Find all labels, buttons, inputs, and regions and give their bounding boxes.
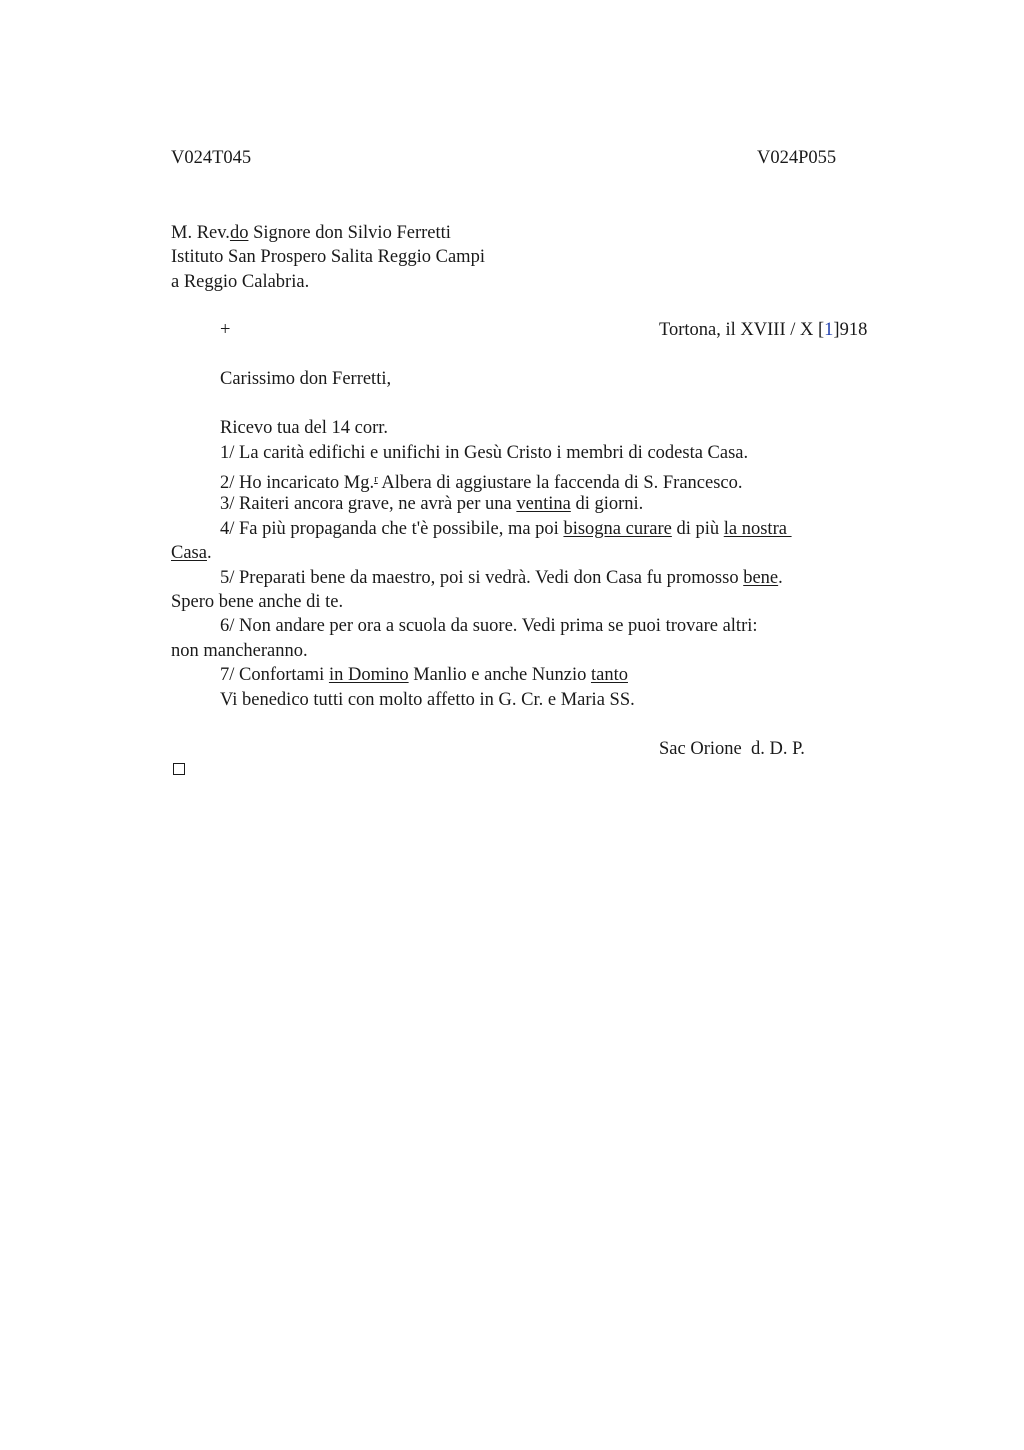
- closing-line: Vi benedico tutti con molto affetto in G. Cr. e Maria SS.: [220, 690, 635, 710]
- list-item-4: 4/ Fa più propaganda che t'è possibile, ma poi bisogna curare di più la nostra: [220, 519, 792, 539]
- address-line-1: M. Rev.do Signore don Silvio Ferretti: [171, 223, 451, 243]
- address-line-3: a Reggio Calabria.: [171, 272, 310, 292]
- place-date: Tortona, il XVIII / X [1]918: [659, 320, 868, 340]
- list-item-5-continuation: Spero bene anche di te.: [171, 592, 344, 612]
- document-code-left: V024T045: [171, 148, 252, 168]
- list-item-4-continuation: Casa.: [171, 543, 212, 563]
- list-item-2: 2/ Ho incaricato Mg.$^r$ Albera di aggiustare la faccenda di S. Francesco.: [220, 473, 743, 493]
- address-line-2: Istituto San Prospero Salita Reggio Campi: [171, 247, 485, 267]
- list-item-6-continuation: non mancheranno.: [171, 641, 308, 661]
- cross-symbol: +: [220, 320, 231, 340]
- list-item-1: 1/ La carità edifichi e unifichi in Gesù Cristo i membri di codesta Casa.: [220, 443, 749, 463]
- list-item-3: 3/ Raiteri ancora grave, ne avrà per una ventina di giorni.: [220, 494, 644, 514]
- body-intro: Ricevo tua del 14 corr.: [220, 418, 388, 438]
- end-marker-box-icon: [173, 763, 185, 775]
- signature: Sac Orione d. D. P.: [659, 739, 805, 759]
- list-item-5: 5/ Preparati bene da maestro, poi si vedrà. Vedi don Casa fu promosso bene.: [220, 568, 783, 588]
- list-item-6: 6/ Non andare per ora a scuola da suore. Vedi prima se puoi trovare altri:: [220, 616, 758, 636]
- salutation: Carissimo don Ferretti,: [220, 369, 392, 389]
- list-item-7: 7/ Confortami in Domino Manlio e anche Nunzio tanto: [220, 665, 628, 685]
- document-code-right: V024P055: [757, 148, 837, 168]
